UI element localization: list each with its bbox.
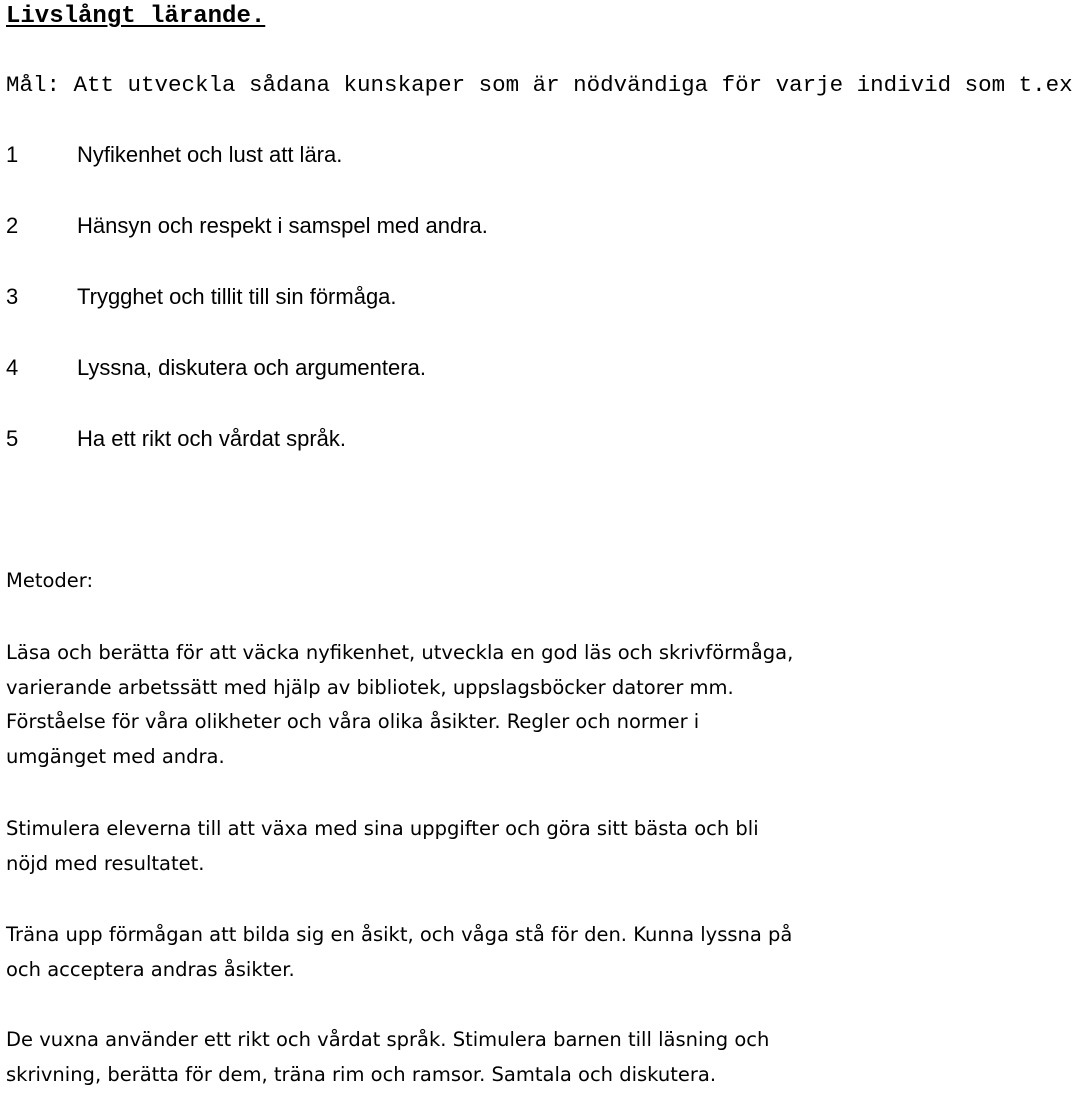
list-item-text: Trygghet och tillit till sin förmåga. xyxy=(77,284,397,309)
list-item-number: 1 xyxy=(6,142,19,167)
methods-heading: Metoder: xyxy=(6,569,94,592)
methods-paragraph xyxy=(6,636,793,774)
list-item-number: 3 xyxy=(6,284,19,309)
paragraph-line: nöjd med resultatet. xyxy=(6,851,205,875)
paragraph-line: De vuxna använder ett rikt och vårdat språk. Stimulera barnen till läsning och xyxy=(6,1028,770,1051)
methods-paragraph xyxy=(6,812,759,881)
list-item-number: 2 xyxy=(6,213,19,238)
paragraph-line: skrivning, berätta för dem, träna rim och ramsor. Samtala och diskutera. xyxy=(6,1062,717,1086)
goal-statement: Mål: Att utveckla sådana kunskaper som är nödvändiga för varje individ som t.ex xyxy=(6,72,1073,98)
paragraph-line: Förståelse för våra olikheter och våra olika åsikter. Regler och normer i xyxy=(6,710,700,733)
list-item-number: 5 xyxy=(6,426,19,451)
paragraph-line: Läsa och berätta för att väcka nyfikenhet, utveckla en god läs och skrivförmåga, xyxy=(6,641,794,664)
list-item-text: Lyssna, diskutera och argumentera. xyxy=(77,355,426,380)
list-item-text: Hänsyn och respekt i samspel med andra. xyxy=(77,213,488,238)
document-title: Livslångt lärande. xyxy=(6,3,266,30)
paragraph-line: varierande arbetssätt med hjälp av bibliotek, uppslagsböcker datorer mm. xyxy=(6,675,734,699)
paragraph-line: umgänget med andra. xyxy=(6,744,225,768)
paragraph-line: Träna upp förmågan att bilda sig en åsikt, och våga stå för den. Kunna lyssna på xyxy=(6,923,793,946)
paragraph-line: Stimulera eleverna till att växa med sina uppgifter och göra sitt bästa och bli xyxy=(6,817,759,840)
paragraph-line: och acceptera andras åsikter. xyxy=(6,957,295,981)
list-item-text: Ha ett rikt och vårdat språk. xyxy=(77,426,346,451)
list-item-text: Nyfikenhet och lust att lära. xyxy=(77,142,343,167)
list-item-number: 4 xyxy=(6,355,19,380)
methods-paragraph xyxy=(6,918,792,987)
methods-paragraph xyxy=(6,1023,769,1092)
